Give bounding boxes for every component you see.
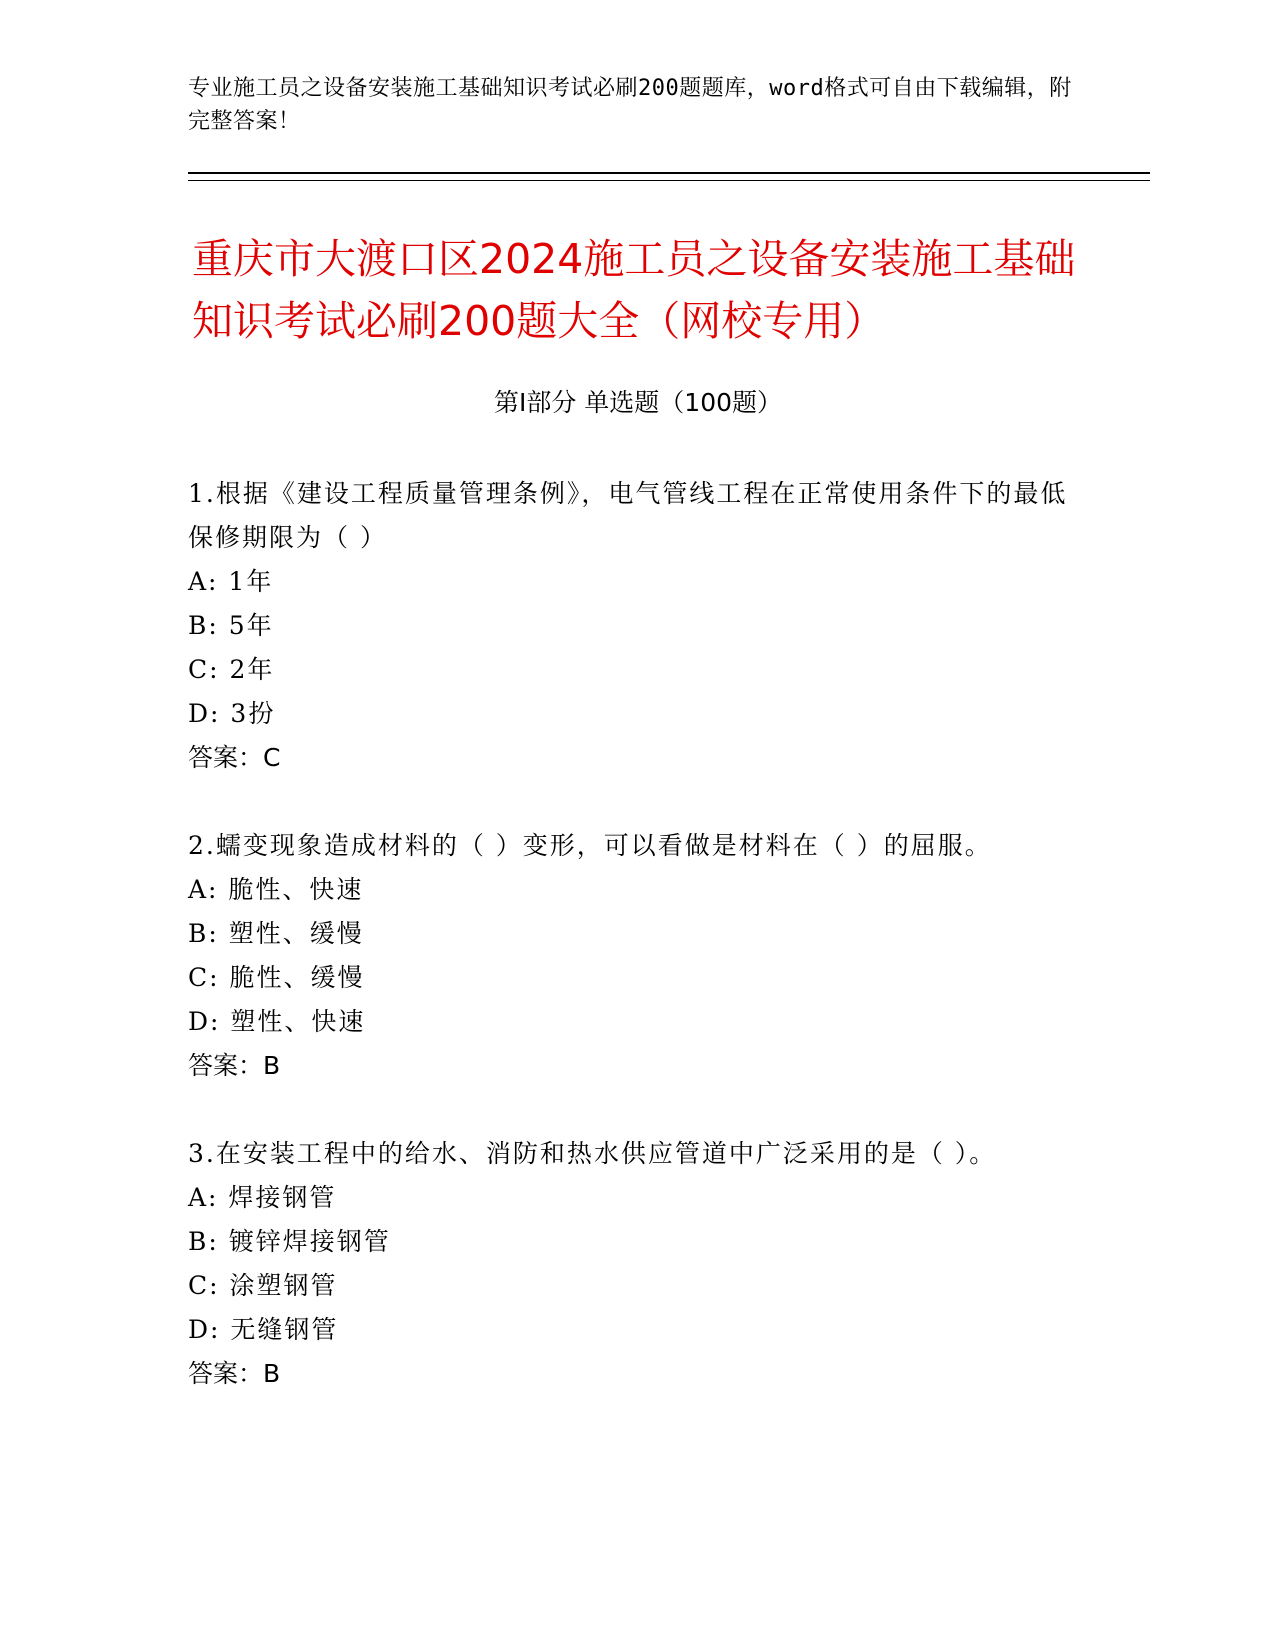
question-stem: 3.在安装工程中的给水、消防和热水供应管道中广泛采用的是（ ）。	[188, 1139, 997, 1168]
option-c: C: 涂塑钢管	[188, 1271, 338, 1300]
question-3	[188, 1132, 1088, 1396]
option-b: B: 镀锌焊接钢管	[188, 1227, 391, 1256]
answer: 答案：B	[188, 1359, 281, 1388]
question-1	[188, 472, 1088, 780]
option-c: C: 脆性、缓慢	[188, 963, 365, 992]
question-stem: 1.根据《建设工程质量管理条例》，电气管线工程在正常使用条件下的最低保修期限为（ ）	[188, 479, 1068, 552]
option-b: B: 5年	[188, 611, 274, 640]
document-title: 重庆市大渡口区2024施工员之设备安装施工基础知识考试必刷200题大全（网校专用）	[192, 235, 1076, 345]
header-note: 专业施工员之设备安装施工基础知识考试必刷200题题库，word格式可自由下载编辑，附完整答案！	[188, 76, 1072, 134]
option-a: A: 焊接钢管	[188, 1183, 337, 1212]
option-b: B: 塑性、缓慢	[188, 919, 364, 948]
option-c: C: 2年	[188, 655, 275, 684]
question-stem: 2.蠕变现象造成材料的（ ）变形，可以看做是材料在（ ）的屈服。	[188, 831, 992, 860]
option-d: D: 无缝钢管	[188, 1315, 339, 1344]
question-2	[188, 824, 1088, 1088]
option-d: D: 3扮	[188, 699, 276, 728]
question-list	[188, 472, 1088, 1440]
option-d: D: 塑性、快速	[188, 1007, 366, 1036]
option-a: A: 1年	[188, 567, 274, 596]
header-rule-thin	[188, 180, 1150, 181]
answer: 答案：B	[188, 1051, 281, 1080]
option-a: A: 脆性、快速	[188, 875, 364, 904]
header-rule-thick	[188, 172, 1150, 174]
answer: 答案：C	[188, 743, 281, 772]
section-heading: 第I部分 单选题（100题）	[493, 388, 783, 417]
